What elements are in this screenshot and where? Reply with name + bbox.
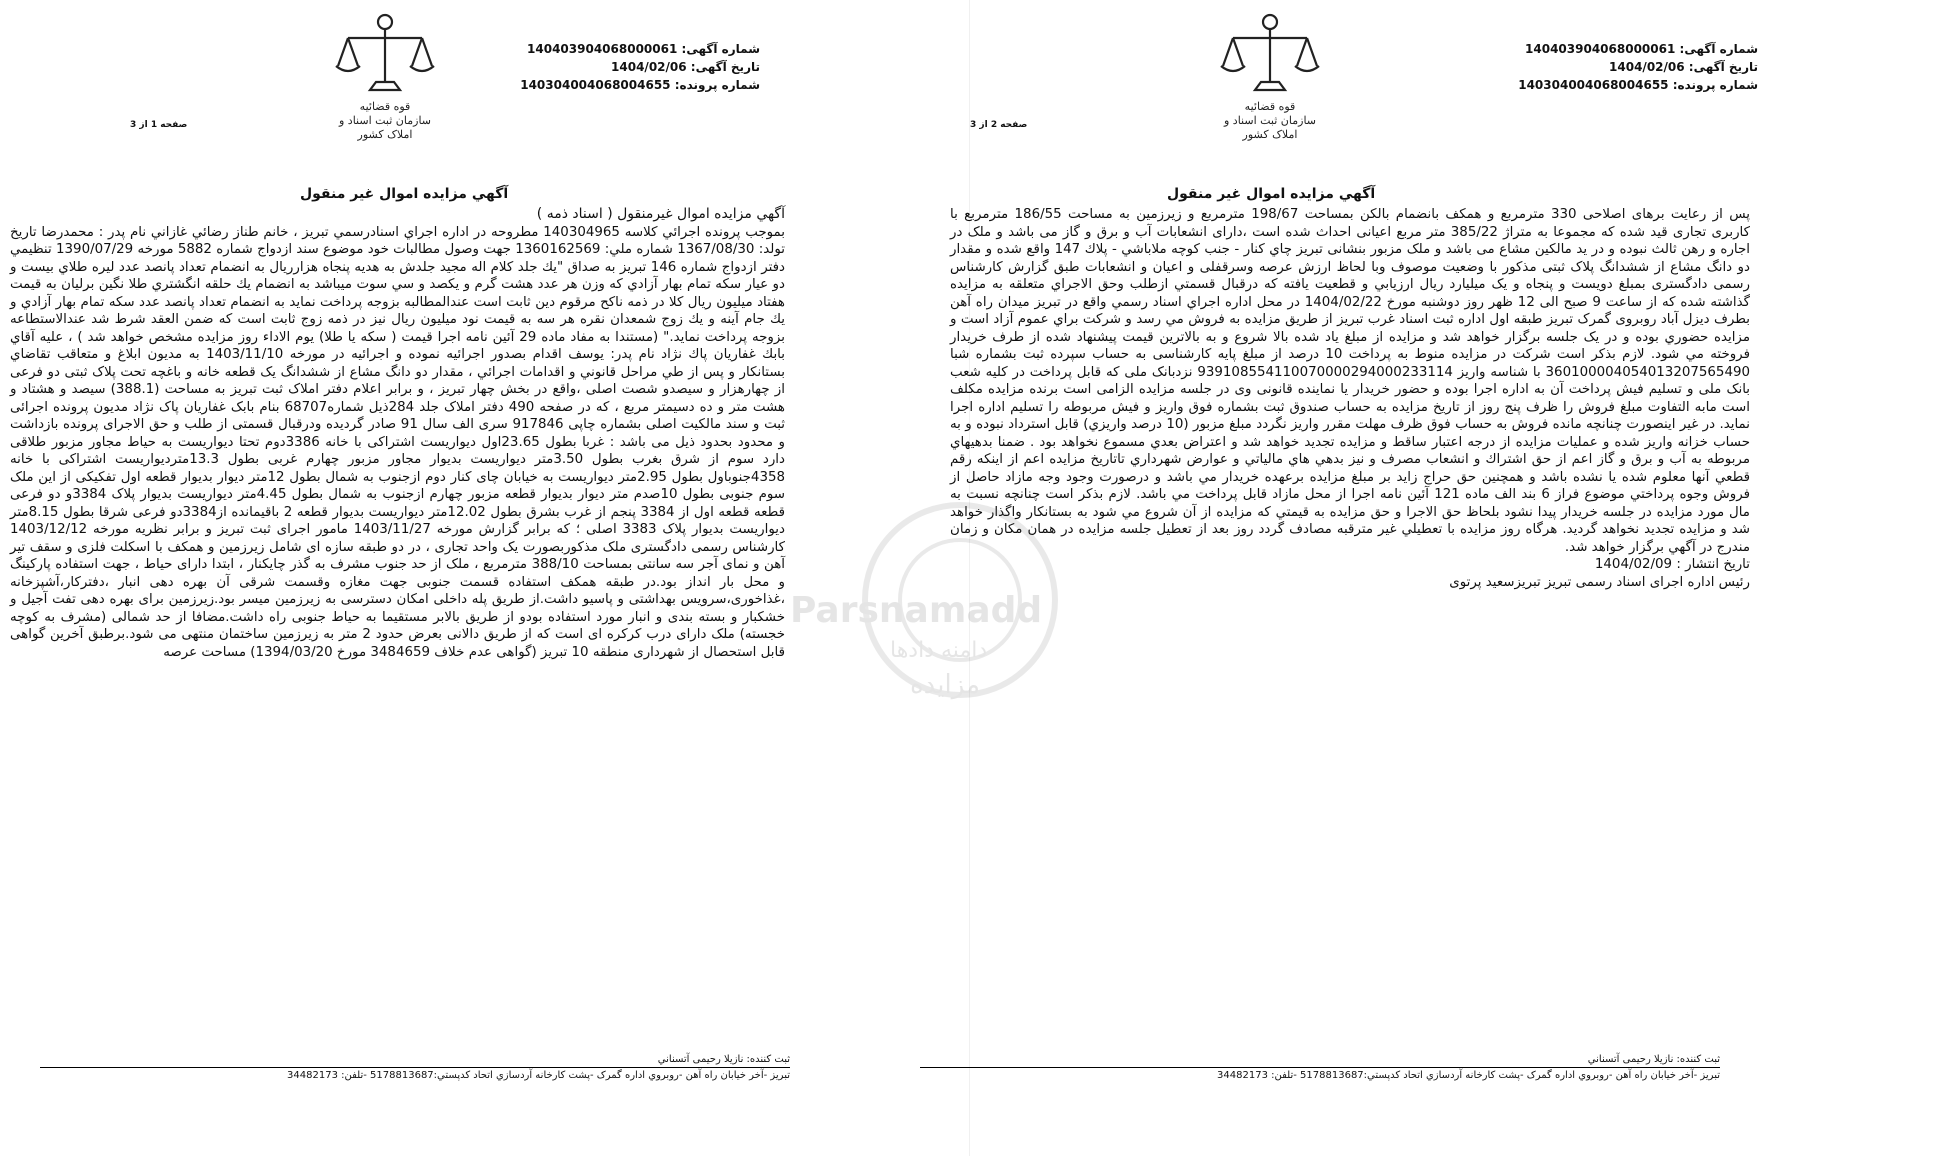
notice-date-row: تاریخ آگهی: 1404/02/06 bbox=[611, 60, 760, 74]
emblem-caption-registry: سازمان ثبت اسناد و املاک کشور bbox=[338, 114, 432, 141]
notice-meta bbox=[500, 40, 760, 94]
notice-body bbox=[10, 206, 785, 661]
watermark-brand: Parsnamadd bbox=[790, 590, 1043, 631]
signatory: رئيس اداره اجراى اسناد رسمى تبريز تبريزسعيد پرتوی bbox=[1449, 574, 1750, 590]
office-address: تبريز -آخر خيابان راه آهن -روبروي اداره گمرک -پشت كارخانه آردسازي اتحاد كدپستي:5178813687 -تلفن: 34482173 bbox=[40, 1067, 790, 1083]
file-number: 140304004068004655 bbox=[1518, 78, 1669, 92]
page-footer bbox=[920, 1053, 1720, 1083]
notice-meta bbox=[1498, 40, 1758, 94]
page-1 bbox=[0, 0, 968, 1156]
registrar: ثبت کننده: نازیلا رحیمی آتسناني bbox=[657, 1054, 790, 1065]
page-number: صفحه 1 از 3 bbox=[130, 120, 188, 130]
notice-date: 1404/02/06 bbox=[1609, 60, 1685, 74]
judiciary-emblem bbox=[1215, 10, 1325, 140]
notice-number: 140403904068000061 bbox=[1525, 42, 1676, 56]
file-number: 140304004068004655 bbox=[520, 78, 671, 92]
scales-of-justice-icon bbox=[1215, 10, 1325, 100]
notice-date-row: تاریخ آگهی: 1404/02/06 bbox=[1609, 60, 1758, 74]
page-2 bbox=[950, 0, 1937, 1156]
notice-number: 140403904068000061 bbox=[527, 42, 678, 56]
notice-subheading: آگهي مزايده اموال غيرمنقول ( اسناد ذمه ) bbox=[536, 206, 785, 222]
page-footer bbox=[40, 1053, 790, 1083]
scales-of-justice-icon bbox=[330, 10, 440, 100]
page-number: صفحه 2 از 3 bbox=[970, 120, 1028, 130]
publication-date: 1404/02/09 bbox=[1594, 557, 1673, 572]
notice-text: پس از رعایت برهای اصلاحی 330 مترمربع و همکف بانضمام بالکن بمساحت 198/67 مترمربع و زیرزمین به مساحت 186/55 مترمربع با کاربری تجاری قید شده که مجموعا به متراژ 385/22 متر مربع اعیانی احداث شده است ،دارای انشعابات آب و برق و گاز می باشد و ملک در اجاره و رهن ثالث نبوده و در ید مالکین مشاع می باشد و ملک مزبور بنشانی تبريز چاي كنار - جنب كوچه ملاباشي - پلاك 147 واقع شده و مقدار دو دانگ مشاع از ششدانگ پلاک ثبتی مذكور با وضعيت موصوف وبا لحاظ ارزش عرصه وسرقفلی و اعيان و انشعابات طبق گزارش کارشناس رسمی دادگستری بمبلغ دويست و پنجاه و یک میلیارد ريال ارزيابي و قطعيت يافته كه درقبال قسمتي ازطلب وحق الاجراي متعلقه به مزايده گذاشته شده كه از ساعت 9 صبح الی 12 ظهر روز دوشنبه مورخ 1404/02/22 در محل اداره اجراي اسناد رسمي واقع در تبريز ميدان راه آهن بطرف ديزل آباد روبروی گمرک تبريز طبقه اول اداره ثبت اسناد غرب تبریز از طريق مزايده به فروش مي رسد و شركت براي عموم آزاد است و مزايده حضوري بوده و در يک جلسه برگزار خواهد شد و مزايده از مبلغ ياد شده بالا شروع و به بالاترين قيمت پيشنهاد شده از طرف خريدار فروخته مي شود. لازم بذكر است شركت در مزايده منوط به پرداخت 10 درصد از مبلغ پایه کارشناسی به حساب سپرده ثبت بشماره شبا 360100004054013207565490 با شناسه واریز 939108554110070000294000233114 نزدبانک ملی که قابل پرداخت در کلیه شعب بانک ملی و تسلیم فیش پرداخت آن به اداره اجرا بوده و حضور خریدار یا نماینده قانونی وی در جلسه مزايده الزامی است برنده مزايده مكلف است مابه التفاوت مبلغ فروش را ظرف پنج روز از تاریخ مزایده به حساب صندوق ثبت بشماره فوق واریز و فیش مربوطه را تسلیم اداره اجرا نماید. در غير اينصورت چنانچه مانده فروش به حساب فوق ظرف مهلت مقرر واريز نگردد مبلغ مزبور (10 درصد واريزي) قابل استرداد نبوده و به حساب خزانه واريز شده و عمليات مزايده از درجه اعتبار ساقط و مزايده تجديد خواهد شد و اعتراض بعدي مسموع نخواهد بود . ضمنا بدهيهاي مربوطه به آب و برق و گاز اعم از حق اشتراك و انشعاب مصرف و نيز بدهي هاي مالياتي و عوارض شهرداري تاتاريخ مزايده اعم از اينكه رقم قطعي آنها معلوم شده يا نشده باشد و همچنين حق حراج زايد بر مبلغ مزايده برعهده خريدار مي باشد و درصورت وجود وجه مازاد حاصل از فروش وجوه پرداختي موضوع فراز 6 بند الف ماده 121 آئين نامه اجرا از محل مازاد قابل پرداخت مي باشد. لازم بذكر است چنانچه نسبت به مال مورد مزايده در جلسه خريدار پيدا نشود بلحاظ حق الاجرا و حق مزايده به قيمتي كه مزايده از آن شروع مي شود به بستانكار واگذار خواهد شد و مزايده تجديد نخواهد گرديد. هرگاه روز مزايده با تعطيلي غير مترقبه مصادف گردد روز بعد از تعطيل جلسه مزايده در همان مكان و زمان مندرج در آگهي برگزار خواهد شد. bbox=[950, 207, 1751, 555]
emblem-caption-registry: سازمان ثبت اسناد و املاک کشور bbox=[1223, 114, 1317, 141]
watermark-line-2: مزایده bbox=[910, 670, 981, 700]
file-number-row: شماره پرونده: 140304004068004655 bbox=[520, 78, 760, 92]
emblem-caption-judiciary: قوه قضائیه bbox=[359, 100, 411, 113]
notice-number-row: شماره آگهی: 140403904068000061 bbox=[527, 42, 760, 56]
notice-heading: آگهي مزايده اموال غير منقول bbox=[1167, 186, 1376, 202]
watermark-line-1: دامنه دادها bbox=[890, 638, 988, 663]
emblem-caption-judiciary: قوه قضائیه bbox=[1244, 100, 1296, 113]
notice-text: بموجب پرونده اجرائي كلاسه 140304965 مطروحه در اداره اجراي اسنادرسمي تبريز ، خانم طناز رضائي غازاني نام پدر : محمدرضا تاريخ تولد: 1367/08/30 شماره ملي: 1360162569 جهت وصول مطالبات خود موضوع سند ازدواج شماره 5882 مورخه 1390/07/29 تنظيمي دفتر ازدواج شماره 146 تبريز به صداق "يك جلد كلام اله مجيد جلدش به هديه پنجاه هزارريال به انضمام تعداد پانصد عدد ليره طلاي بيست و دو عيار سكه تمام بهار آزادي كه وزن هر عدد هشت گرم و يكصد و سي سوت ميباشد به انضمام يك حلقه انگشتري طلا نگين برليان به قيمت هفتاد ميليون ريال كلا در ذمه ناكح مرقوم دين ثابت است عندالمطالبه بزوجه پرداخت نمايد به انضمام تعداد پانصد عدد سكه تمام بهار آزادي و يك جام آينه و يك زوج شمعدان نقره هر سه به قيمت نود ميليون ريال نيز در ذمه زوج ثابت است كه ضمن العقد شرط شد عندالاستطاعه بزوجه پرداخت نمايد." (مستندا به مفاد ماده 29 آئين نامه اجرا قيمت ( سكه يا طلا) يوم الاداء روز مزايده مشخص خواهد شد ) ، عليه آقاي بابك غفاريان پاك نژاد نام پدر: يوسف اقدام بصدور اجرائيه نموده و اجرائيه در مورخه 1403/11/10 به مديون ابلاغ و متعاقب تقاضاي بستانكار و پس از طي مراحل قانوني و اقدامات اجرائي ، مقدار دو دانگ مشاع از ششدانگ يک قطعه خانه و باغچه تحت پلاک ثبتی دو فرعی از چهارهزار و سیصدو شصت اصلی ،واقع در بخش چهار تبریز ، و برابر اعلام دفتر املاک ثبت تبریز به مساحت (388.1) سیصد و هشتاد و هشت متر و ده دسیمتر مربع ، که در صفحه 490 دفتر املاک جلد 284ذيل شماره68707 بنام بابک غفاریان پاک نژاد مدیون پرونده اجرائی ثبت و سند مالکیت اصلی بشماره چاپی 917846 سری الف سال 91 صادر گردیده ودرقبال قسمتی از طلب و حق الاجرای پرونده بازداشت و محدود بحدود ذیل می باشد : غربا بطول 23.65اول دیواریست اشتراکی با خانه 3386دوم تحتا دیواریست به حیاط مجاور مزبور طلاقی دارد سوم از شرق بغرب بطول 3.50متر دیواریست بدیوار مجاور مزبور چهارم غربی بطول 13.3متردیواریست اشتراکی با خانه 4358جنوباول بطول 2.95متر دیواریست به خیابان چای کنار دوم ازجنوب به شمال بطول 12متر دیوار بدیوار قطعه اول تفکیکی از این ملک سوم جنوبی بطول 10صدم متر دیوار بدیوار قطعه مزبور چهارم ازجنوب به شمال بطول 4.45متر دیواریست بدیوار پلاک 3384و دو فرعی قطعه قطعه اول از 3384 پنجم از غرب بشرق بطول 12.02متر دیواریست بدیوار قطعه 2 باقیمانده از3384دو فرعی شرقا بطول 8.15متر دیواریست بدیوار پلاک 3383 اصلی ؛ كه برابر گزارش مورخه 1403/11/27 مامور اجرای ثبت تبريز و برابر نظريه مورخه 1403/12/12 کارشناس رسمی دادگستری ملک مذکوربصورت یک واحد تجاری ، در دو طبقه سازه ای شامل زیرزمین و همکف با اسکلت فلزی و سقف تیر آهن و نمای آجر سه سانتی بمساحت 388/10 مترمربع ، ملک از حد جنوب مشرف به گذر چایکنار ، ابتدا دارای حیاط ، جهت استفاده پارکینگ و محل بار انداز بود.در طبقه همکف استفاده قسمت جنوبی جهت مغازه وقسمت شرقی آن بهره دهی انبار ،دفترکار،آشپزخانه ،غذاخوری،سرویس بهداشتی و پاسیو داشت.از طریق پله داخلی امکان دسترسی به زیرزمین میسر بود.زیرزمین برای بهره دهی تفت آجیل و خشکبار و بسته بندی و انبار مورد استفاده بودو از طریق بالابر مستقیما به حیاط جنوبی راه داشت.مضافا از حد شمالی (مشرف به کوچه خجسته) ملک دارای درب کرکره ای است که از طریق دالانی بعرض حدود 2 متر به زیرزمین ساختمان منتهی می شود.برطبق آخرین گواهی قابل استحصال از شهرداری منطقه 10 تبریز (گواهی عدم خلاف 3484659 مورخ 1394/03/20) مساحت عرصه bbox=[10, 224, 786, 660]
notice-date: 1404/02/06 bbox=[611, 60, 687, 74]
publication-line: تاريخ انتشار : 1404/02/09 bbox=[1594, 557, 1750, 572]
notice-number-row: شماره آگهی: 140403904068000061 bbox=[1525, 42, 1758, 56]
notice-heading: آگهي مزايده اموال غير منقول bbox=[300, 186, 509, 202]
notice-body bbox=[950, 206, 1750, 591]
judiciary-emblem bbox=[330, 10, 440, 140]
file-number-row: شماره پرونده: 140304004068004655 bbox=[1518, 78, 1758, 92]
registrar: ثبت کننده: نازیلا رحیمی آتسناني bbox=[1587, 1054, 1720, 1065]
office-address: تبريز -آخر خيابان راه آهن -روبروي اداره گمرک -پشت كارخانه آردسازي اتحاد كدپستي:5178813687 -تلفن: 34482173 bbox=[920, 1067, 1720, 1083]
